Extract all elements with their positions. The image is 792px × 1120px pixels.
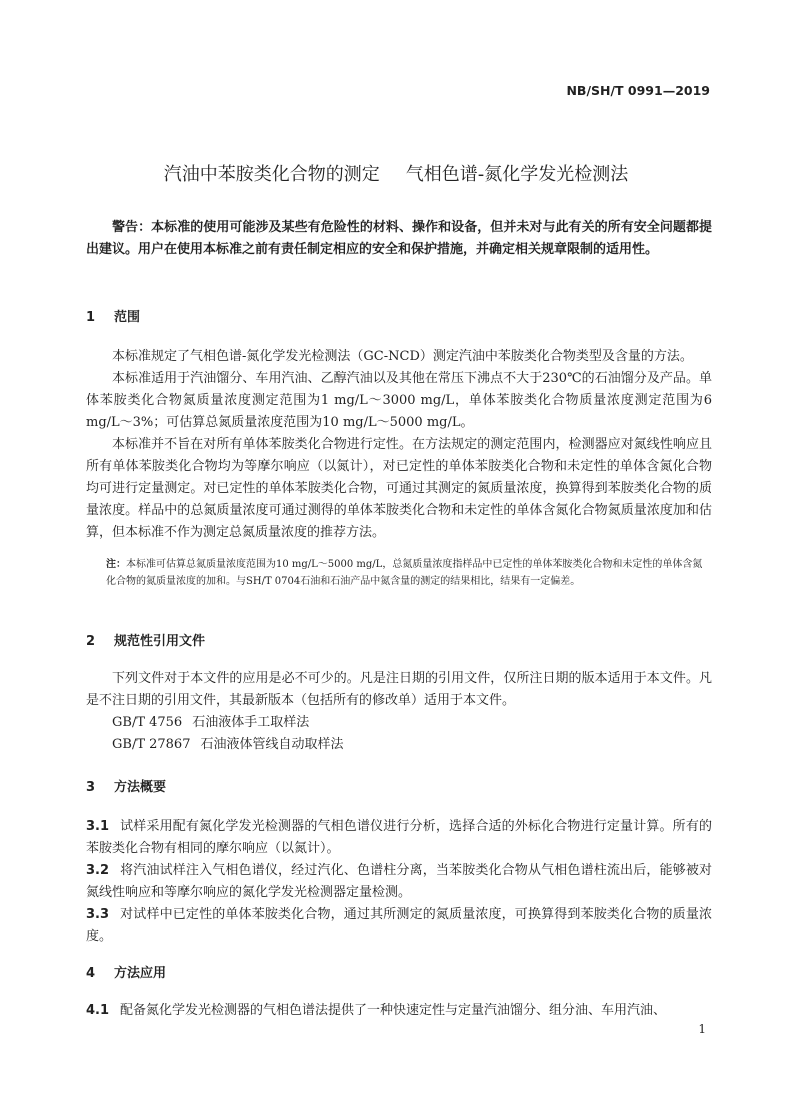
- reference-title: 石油液体管线自动取样法: [200, 737, 344, 752]
- standard-number: NB/SH/T 0991—2019: [566, 83, 710, 98]
- subclause-text: 将汽油试样注入气相色谱仪，经过汽化、色谱柱分离，当苯胺类化合物从气相色谱柱流出后，能够被对氮线性响应和等摩尔响应的氮化学发光检测器定量检测。: [86, 863, 712, 900]
- section-number: 3: [86, 780, 96, 795]
- paragraph: 本标准并不旨在对所有单体苯胺类化合物进行定性。在方法规定的测定范围内，检测器应对氮线性响应且所有单体苯胺类化合物均为等摩尔响应（以氮计），对已定性的单体苯胺类化合物和未定性的单体含氮化合物均可进行定量测定。对已定性的单体苯胺类化合物，可通过其测定的氮质量浓度，换算得到苯胺类化合物的质量浓度。样品中的总氮质量浓度可通过测得的单体苯胺类化合物和未定性的单体含氮化合物氮质量浓度加和估算，但本标准不作为测定总氮质量浓度的推荐方法。: [86, 437, 712, 540]
- reference-code: GB/T 4756: [112, 715, 183, 730]
- subclause-text: 对试样中已定性的单体苯胺类化合物，通过其所测定的氮质量浓度，可换算得到苯胺类化合物的质量浓度。: [86, 907, 712, 944]
- reference-item: [112, 734, 712, 756]
- subclause: [86, 816, 712, 860]
- reference-code: GB/T 27867: [112, 737, 191, 752]
- subclause: [86, 904, 712, 948]
- section-number: 2: [86, 634, 96, 649]
- note-text: 本标准可估算总氮质量浓度范围为10 mg/L～5000 mg/L，总氮质量浓度指样品中已定性的单体苯胺类化合物和未定性的单体含氮化合物的氮质量浓度的加和。与SH/T 0704石油和石油产品中氮含量的测定的结果相比，结果有一定偏差。: [106, 559, 703, 587]
- warning-paragraph: 警告：本标准的使用可能涉及某些有危险性的材料、操作和设备，但并未对与此有关的所有安全问题都提出建议。用户在使用本标准之前有责任制定相应的安全和保护措施，并确定相关规章限制的适用性。: [86, 220, 712, 257]
- page-number: 1: [698, 1022, 706, 1036]
- reference-item: [112, 712, 712, 734]
- section-title: 规范性引用文件: [114, 634, 206, 649]
- reference-title: 石油液体手工取样法: [192, 715, 310, 730]
- paragraph: 本标准适用于汽油馏分、车用汽油、乙醇汽油以及其他在常压下沸点不大于230℃的石油馏分及产品。单体苯胺类化合物氮质量浓度测定范围为1 mg/L～3000 mg/L，单体苯胺类化合物质量浓度测定范围为6 mg/L～3%；可估算总氮质量浓度范围为10 mg/L～5000 mg/L。: [86, 371, 712, 430]
- title-part-2: 气相色谱-氮化学发光检测法: [405, 164, 629, 185]
- section-1-heading: [86, 306, 140, 325]
- note: [106, 556, 712, 590]
- paragraph: 本标准规定了气相色谱-氮化学发光检测法（GC-NCD）测定汽油中苯胺类化合物类型及含量的方法。: [112, 349, 693, 364]
- section-3-heading: [86, 776, 166, 795]
- subclause-number: 3.3: [86, 907, 110, 922]
- section-title: 范围: [114, 310, 141, 325]
- subclause-text: 配备氮化学发光检测器的气相色谱法提供了一种快速定性与定量汽油馏分、组分油、车用汽油、: [120, 1003, 667, 1018]
- subclause-number: 3.2: [86, 863, 110, 878]
- section-3-body: [86, 816, 712, 948]
- section-4-heading: [86, 962, 166, 981]
- section-4-body: [86, 1000, 712, 1022]
- title-part-1: 汽油中苯胺类化合物的测定: [163, 164, 380, 185]
- subclause-number: 4.1: [86, 1003, 110, 1018]
- section-title: 方法应用: [114, 966, 167, 981]
- subclause-number: 3.1: [86, 819, 110, 834]
- section-number: 4: [86, 966, 96, 981]
- document-title: [0, 160, 792, 186]
- subclause-text: 试样采用配有氮化学发光检测器的气相色谱仪进行分析，选择合适的外标化合物进行定量计算。所有的苯胺类化合物有相同的摩尔响应（以氮计）。: [86, 819, 712, 856]
- section-2-heading: [86, 630, 205, 649]
- note-label: 注：: [106, 559, 126, 570]
- section-title: 方法概要: [114, 780, 167, 795]
- section-number: 1: [86, 310, 96, 325]
- section-2-body: [86, 668, 712, 756]
- section-1-body: [86, 346, 712, 544]
- paragraph: 下列文件对于本文件的应用是必不可少的。凡是注日期的引用文件，仅所注日期的版本适用于本文件。凡是不注日期的引用文件，其最新版本（包括所有的修改单）适用于本文件。: [86, 671, 712, 708]
- subclause: [86, 1000, 712, 1022]
- subclause: [86, 860, 712, 904]
